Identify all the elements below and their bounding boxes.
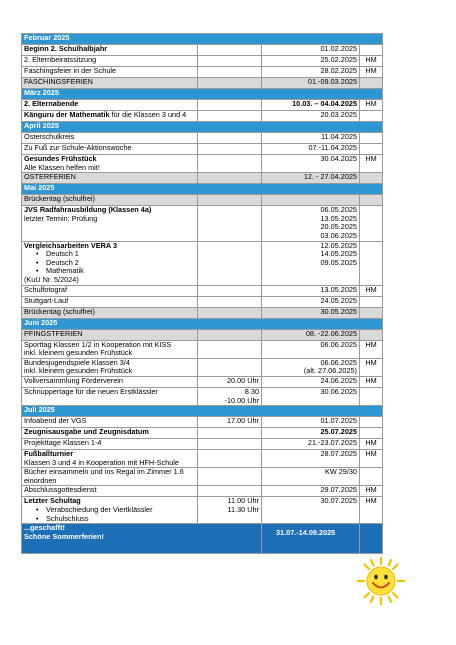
time-line: -10.00 Uhr <box>224 395 259 405</box>
event-cell <box>22 67 198 78</box>
event-row <box>22 155 383 173</box>
event-row <box>22 450 383 468</box>
time-cell <box>198 155 262 173</box>
event-cell <box>22 195 198 206</box>
bullet-item: • Deutsch 2 <box>36 259 195 268</box>
event-cell <box>22 376 198 387</box>
month-label: Mai 2025 <box>22 184 383 195</box>
event-row <box>22 100 383 111</box>
event-cell <box>22 468 198 486</box>
bullet-list <box>24 506 195 523</box>
event-title: Sporttag Klassen 1/2 in Kooperation mit KISS <box>24 340 172 349</box>
date-cell: 30.06.2025 <box>262 387 360 405</box>
event-row <box>22 376 383 387</box>
initials-cell: HM <box>360 155 383 173</box>
event-title: JVS Radfahrausbildung (Klassen 4a) <box>24 205 152 215</box>
initials-cell <box>360 78 383 89</box>
smiling-sun-icon <box>356 556 406 606</box>
event-cell <box>22 307 198 318</box>
date-line: 06.05.2025 <box>320 205 357 215</box>
initials-cell: HM <box>360 450 383 468</box>
date-line: 13.05.2025 <box>320 213 357 223</box>
time-cell <box>198 358 262 376</box>
event-title: ...geschafft! <box>24 523 65 533</box>
event-cell <box>22 285 198 296</box>
event-cell <box>22 45 198 56</box>
time-cell: 17.00 Uhr <box>198 417 262 428</box>
initials-cell <box>360 133 383 144</box>
time-cell <box>198 340 262 358</box>
event-cell <box>22 428 198 439</box>
event-subtitle: Alle Klassen helfen mit! <box>24 162 100 172</box>
date-cell: 11.04.2025 <box>262 133 360 144</box>
bullet-item: • Schulschluss <box>36 515 195 524</box>
event-title: Brückentag (schulfrei) <box>24 307 95 316</box>
event-row <box>22 340 383 358</box>
time-cell <box>198 78 262 89</box>
event-row <box>22 468 383 486</box>
time-cell <box>198 241 262 285</box>
initials-cell <box>360 524 383 554</box>
date-cell <box>262 195 360 206</box>
date-cell: 30.05.2025 <box>262 307 360 318</box>
initials-cell: HM <box>360 486 383 497</box>
event-title: Vollversammlung Förderverein <box>24 376 123 385</box>
time-cell <box>198 497 262 524</box>
event-cell <box>22 450 198 468</box>
time-cell <box>198 307 262 318</box>
time-cell <box>198 144 262 155</box>
event-cell <box>22 173 198 184</box>
event-row <box>22 358 383 376</box>
event-cell <box>22 206 198 241</box>
initials-cell: HM <box>360 100 383 111</box>
date-cell: 25.02.2025 <box>262 56 360 67</box>
event-title: OSTERFERIEN <box>24 172 76 182</box>
event-title: Brückentag (schulfrei) <box>24 194 95 204</box>
date-cell: 30.04.2025 <box>262 155 360 173</box>
event-cell <box>22 133 198 144</box>
month-label: März 2025 <box>22 89 383 100</box>
time-line: 8.30 <box>244 387 259 396</box>
event-cell <box>22 155 198 173</box>
summer-break-row <box>22 524 383 554</box>
date-cell: 28.07.2025 <box>262 450 360 468</box>
month-label: Februar 2025 <box>22 34 383 45</box>
date-line: 12.05.2025 <box>320 241 357 250</box>
initials-cell <box>360 173 383 184</box>
date-line: (alt. 27.06.2025) <box>303 366 357 376</box>
event-row <box>22 497 383 524</box>
time-line: 11.00 Uhr <box>227 496 259 506</box>
event-cell <box>22 497 198 524</box>
initials-cell <box>360 387 383 405</box>
time-cell <box>198 133 262 144</box>
event-cell <box>22 144 198 155</box>
date-cell: 06.06.2025 <box>262 340 360 358</box>
event-cell <box>22 296 198 307</box>
time-cell <box>198 428 262 439</box>
date-cell: 07.-11.04.2025 <box>262 144 360 155</box>
initials-cell: HM <box>360 358 383 376</box>
event-note: (KuU Nr. 5/2024) <box>24 274 79 284</box>
event-row <box>22 439 383 450</box>
date-cell: 21.-23.07.2025 <box>262 439 360 450</box>
initials-cell <box>360 428 383 439</box>
month-label: April 2025 <box>22 122 383 133</box>
time-cell <box>198 56 262 67</box>
bullet-item: • Verabschiedung der Viertklässler <box>36 506 195 515</box>
date-line: 06.06.2025 <box>320 358 357 367</box>
event-title: Känguru der Mathematik <box>24 110 110 119</box>
initials-cell <box>360 45 383 56</box>
initials-cell <box>360 111 383 122</box>
event-title: Vergleichsarbeiten VERA 3 <box>24 241 118 250</box>
event-subtitle: Schöne Sommerferien! <box>24 531 104 541</box>
event-title: FASCHINGSFERIEN <box>24 77 93 86</box>
date-cell: 28.02.2025 <box>262 67 360 78</box>
event-title: Zeugnisausgabe und Zeugnisdatum <box>24 427 149 437</box>
event-cell <box>22 387 198 405</box>
initials-cell <box>360 144 383 155</box>
date-cell: 12. - 27.04.2025 <box>262 173 360 184</box>
time-cell <box>198 439 262 450</box>
date-cell: 25.07.2025 <box>262 428 360 439</box>
date-line: 14.05.2025 <box>320 249 357 259</box>
initials-cell <box>360 329 383 340</box>
initials-cell <box>360 296 383 307</box>
event-row <box>22 387 383 405</box>
event-row <box>22 486 383 497</box>
initials-cell <box>360 195 383 206</box>
event-subtitle: Klassen 3 und 4 in Kooperation mit HFH-Schule <box>24 457 179 467</box>
event-title: Osterschulkreis <box>24 132 75 141</box>
event-row <box>22 417 383 428</box>
event-cell <box>22 329 198 340</box>
event-title: Bundesjugendspiele Klassen 3/4 <box>24 358 130 367</box>
event-title: Infoabend der VGS <box>24 416 87 426</box>
holiday-row <box>22 195 383 206</box>
event-row <box>22 296 383 307</box>
initials-cell: HM <box>360 340 383 358</box>
time-cell: 20.00 Uhr <box>198 376 262 387</box>
event-cell <box>22 111 198 122</box>
initials-cell <box>360 307 383 318</box>
event-cell <box>22 486 198 497</box>
event-row <box>22 206 383 241</box>
event-cell <box>22 417 198 428</box>
event-row <box>22 67 383 78</box>
event-subtitle: inkl. kleinem gesunden Frühstück <box>24 348 133 358</box>
time-cell <box>198 296 262 307</box>
time-cell <box>198 195 262 206</box>
bullet-item: • Mathematik <box>36 267 195 276</box>
event-subtitle: letzter Termin: Prüfung <box>24 213 98 223</box>
event-row <box>22 428 383 439</box>
initials-cell <box>360 417 383 428</box>
month-header <box>22 184 383 195</box>
date-cell <box>262 241 360 285</box>
time-cell <box>198 285 262 296</box>
month-header <box>22 89 383 100</box>
month-header <box>22 318 383 329</box>
date-cell: 31.07.-14.09.2025 <box>262 524 360 554</box>
date-cell: 01.02.2025 <box>262 45 360 56</box>
event-row <box>22 45 383 56</box>
date-cell <box>262 358 360 376</box>
event-cell <box>22 100 198 111</box>
holiday-row <box>22 173 383 184</box>
date-cell <box>262 206 360 241</box>
date-line: 03.06.2025 <box>320 230 357 240</box>
initials-cell: HM <box>360 56 383 67</box>
event-title: Stuttgart-Lauf <box>24 296 69 305</box>
initials-cell: HM <box>360 67 383 78</box>
time-cell <box>198 100 262 111</box>
date-cell: 10.03. – 04.04.2025 <box>262 100 360 111</box>
holiday-row <box>22 329 383 340</box>
date-cell: 24.05.2025 <box>262 296 360 307</box>
time-cell <box>198 67 262 78</box>
time-cell <box>198 468 262 486</box>
event-title: 2. Elternabende <box>24 99 79 108</box>
event-title: Fußballturnier <box>24 449 74 459</box>
event-title: PFINGSTFERIEN <box>24 329 83 338</box>
time-cell <box>198 173 262 184</box>
month-label: Juni 2025 <box>22 318 383 329</box>
event-title-rest: für die Klassen 3 und 4 <box>109 110 187 119</box>
initials-cell: HM <box>360 376 383 387</box>
date-line: 09.05.2025 <box>320 257 357 267</box>
event-row <box>22 144 383 155</box>
event-title: Schulfotograf <box>24 285 67 294</box>
event-cell <box>22 439 198 450</box>
date-cell: 30.07.2025 <box>262 497 360 524</box>
date-cell: 01.07.2025 <box>262 417 360 428</box>
holiday-row <box>22 78 383 89</box>
time-cell <box>198 111 262 122</box>
date-cell: 29.07.2025 <box>262 486 360 497</box>
time-cell <box>198 329 262 340</box>
event-cell <box>22 340 198 358</box>
event-row <box>22 111 383 122</box>
initials-cell: HM <box>360 285 383 296</box>
event-title: Schnuppertage für die neuen Erstklässler <box>24 387 158 396</box>
event-row <box>22 133 383 144</box>
school-calendar-table <box>21 33 383 554</box>
event-title: 2. Elternbeiratssitzung <box>24 55 97 64</box>
event-cell <box>22 56 198 67</box>
event-subtitle: einordnen <box>24 475 57 485</box>
date-cell: 01.-09.03.2025 <box>262 78 360 89</box>
event-title: Beginn 2. Schulhalbjahr <box>24 44 108 53</box>
event-cell <box>22 241 198 285</box>
event-title: Projekttage Klassen 1-4 <box>24 438 102 448</box>
event-title: Bücher einsammeln und ins Regal im Zimmer 1.6 <box>24 467 184 477</box>
time-line: 11.30 Uhr <box>227 505 259 515</box>
event-title: Faschingsfeier in der Schule <box>24 66 117 75</box>
date-line: 20.05.2025 <box>320 222 357 232</box>
event-title: Letzter Schultag <box>24 496 81 506</box>
initials-cell <box>360 206 383 241</box>
event-title: Abschlussgottesdienst <box>24 485 97 495</box>
month-header <box>22 122 383 133</box>
initials-cell: HM <box>360 439 383 450</box>
event-subtitle: inkl. kleinem gesunden Frühstück <box>24 366 133 376</box>
date-cell: 20.03.2025 <box>262 111 360 122</box>
initials-cell: HM <box>360 497 383 524</box>
month-header <box>22 406 383 417</box>
date-cell: 13.05.2025 <box>262 285 360 296</box>
month-header <box>22 34 383 45</box>
event-cell <box>22 78 198 89</box>
bullet-item: • Deutsch 1 <box>36 250 195 259</box>
event-cell <box>22 358 198 376</box>
event-row <box>22 241 383 285</box>
date-cell: KW 29/30 <box>262 468 360 486</box>
event-row <box>22 285 383 296</box>
event-row <box>22 56 383 67</box>
time-cell <box>198 486 262 497</box>
initials-cell <box>360 468 383 486</box>
time-cell <box>198 45 262 56</box>
time-cell <box>198 450 262 468</box>
date-cell: 24.06.2025 <box>262 376 360 387</box>
month-label: Juli 2025 <box>22 406 383 417</box>
date-cell: 08. -22.06.2025 <box>262 329 360 340</box>
holiday-row <box>22 307 383 318</box>
initials-cell <box>360 241 383 285</box>
event-cell <box>22 524 262 554</box>
event-title: Gesundes Frühstück <box>24 154 97 163</box>
time-cell <box>198 206 262 241</box>
bullet-list <box>24 250 195 276</box>
time-cell <box>198 387 262 405</box>
event-title: Zu Fuß zur Schule-Aktionswoche <box>24 143 132 152</box>
